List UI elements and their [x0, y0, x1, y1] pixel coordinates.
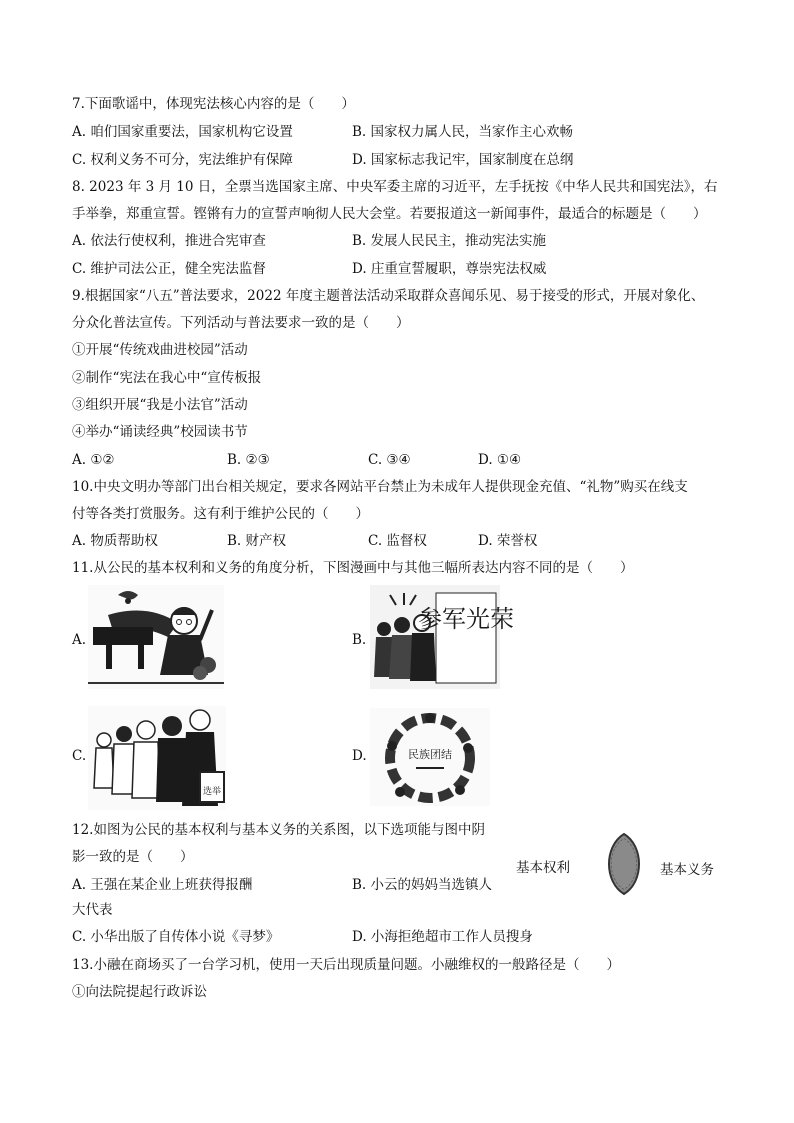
q11-cartoon-c [88, 706, 226, 810]
q7-option-d: D. 国家标志我记牢，国家制度在总纲 [352, 152, 574, 168]
q8-stem-line2: 手举拳，郑重宣誓。铿锵有力的宣誓声响彻人民大会堂。若要报道这一新闻事件，最适合的标题是（ ） [72, 206, 707, 222]
q11-cartoon-d [370, 708, 490, 806]
q8-option-c: C. 维护司法公正，健全宪法监督 [72, 261, 266, 277]
q8-option-a: A. 依法行使权利，推进合宪审查 [72, 233, 266, 249]
q9-option-d: D. ①④ [478, 452, 522, 468]
q10-option-c: C. 监督权 [368, 533, 427, 549]
q9-stem-line2: 分众化普法宣传。下列活动与普法要求一致的是（ ） [72, 315, 410, 331]
q12-option-c: C. 小华出版了自传体小说《寻梦》 [72, 929, 280, 945]
q10-stem-line1: 10.中央文明办等部门出台相关规定，要求各网站平台禁止为未成年人提供现金充值、“礼物”购买在线支 [72, 479, 688, 495]
q11-label-d: D. [352, 748, 367, 764]
q13-stem: 13.小融在商场买了一台学习机，使用一天后出现质量问题。小融维权的一般路径是（ ） [72, 957, 620, 973]
q11-label-c: C. [72, 748, 87, 764]
q11-label-a: A. [72, 632, 87, 648]
q12-diagram-right-label: 基本义务 [660, 862, 714, 878]
q13-item-1: ①向法院提起行政诉讼 [72, 984, 207, 1000]
q11-cartoon-d-center-text: 民族团结 [408, 748, 452, 761]
q10-stem-line2: 付等各类打赏服务。这有利于维护公民的（ ） [72, 506, 369, 522]
q11-cartoon-a [88, 585, 224, 689]
q11-label-b: B. [352, 632, 367, 648]
q9-item-2: ②制作“宪法在我心中“宣传板报 [72, 370, 262, 386]
q12-diagram-left-label: 基本权利 [516, 860, 570, 876]
q12-option-a: A. 王强在某企业上班获得报酬 [72, 877, 253, 893]
q10-option-d: D. 荣誉权 [478, 533, 538, 549]
q12-option-b: B. 小云的妈妈当选镇人 [352, 877, 493, 893]
q9-option-a: A. ①② [72, 452, 115, 468]
q9-item-1: ①开展“传统戏曲进校园”活动 [72, 342, 248, 358]
q11-cartoon-c-box-label: 选举 [202, 787, 222, 797]
q12-stem-line2: 影一致的是（ ） [72, 849, 194, 865]
q7-option-c: C. 权利义务不可分，宪法维护有保障 [72, 152, 293, 168]
q10-option-a: A. 物质帮助权 [72, 533, 158, 549]
q11-cartoon-b-banner-top: 参军光荣 [418, 605, 514, 633]
q7-stem: 7.下面歌谣中，体现宪法核心内容的是（ ） [72, 96, 355, 112]
q7-option-b: B. 国家权力属人民，当家作主心欢畅 [352, 124, 574, 140]
q9-option-c: C. ③④ [368, 452, 411, 468]
q11-stem: 11.从公民的基本权利和义务的角度分析，下图漫画中与其他三幅所表达内容不同的是（ ） [72, 560, 634, 576]
q12-stem-line1: 12.如图为公民的基本权利与基本义务的关系图，以下选项能与图中阴 [72, 822, 485, 838]
q8-option-d: D. 庄重宣誓履职，尊崇宪法权威 [352, 261, 547, 277]
q9-item-4: ④举办“诵读经典”校园读书节 [72, 424, 248, 440]
q7-option-a: A. 咱们国家重要法，国家机构它设置 [72, 124, 293, 140]
q12-overlap-shape [592, 832, 656, 896]
q12-option-b-cont: 大代表 [72, 902, 113, 918]
q8-stem-line1: 8. 2023 年 3 月 10 日，全票当选国家主席、中央军委主席的习近平，左手抚按《中华人民共和国宪法》，右 [72, 179, 718, 195]
q9-option-b: B. ②③ [227, 452, 270, 468]
q8-option-b: B. 发展人民民主，推动宪法实施 [352, 233, 547, 249]
q12-option-d: D. 小海拒绝超市工作人员搜身 [352, 929, 533, 945]
q10-option-b: B. 财产权 [227, 533, 287, 549]
q12-relationship-diagram [516, 830, 722, 894]
q11-cartoon-b [370, 585, 514, 689]
q9-item-3: ③组织开展“我是小法官”活动 [72, 397, 248, 413]
q9-stem-line1: 9.根据国家“八五”普法要求，2022 年度主题普法活动采取群众喜闻乐见、易于接受的形式，开展对象化、 [72, 288, 705, 304]
